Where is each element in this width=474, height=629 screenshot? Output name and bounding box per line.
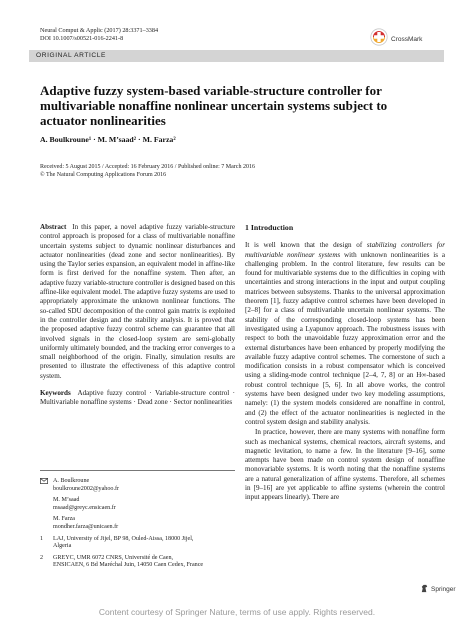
article-type: ORIGINAL ARTICLE [36, 52, 107, 59]
author-name: M. M’saad [53, 497, 80, 504]
springer-logo [420, 584, 456, 595]
affiliation-line: ENSICAEN, 6 Bd Maréchal Juin, 14050 Caen Cedex, France [53, 562, 204, 569]
paper-title: Adaptive fuzzy system-based variable-structure controller for multivariable nonaffine nonlinear uncertain systems subject to actuator nonlinearities [40, 83, 388, 128]
emphasis-text: stabilizing controllers for multivariable nonlinear systems [245, 241, 445, 259]
springer-horse-icon [420, 584, 429, 595]
section-heading: 1 Introduction [245, 223, 294, 232]
abstract-text: In this paper, a novel adaptive fuzzy variable-structure control approach is proposed for a class of multivariable nonaffine uncertain systems subject to dynamic nonlinear disturbances and actuator nonlinearities (dead zone and sector nonlinearities). By using the Taylor series expansion, an equivalent model in affine-like form is first derived for the nonaffine system. Then after, an adaptive fuzzy variable-structure controller is designed based on this affine-like equivalent model. The adaptive fuzzy systems are used to appropriately approximate the unknown nonlinear functions. The so-called SDU decomposition of the control gain matrix is exploited in the controller design and the stability analysis. It is proved that the proposed adaptive fuzzy control scheme can guarantee that all involved signals in the closed-loop system are semi-globally uniformly ultimately bounded, and the tracking error converges to a small neighborhood of the origin. Finally, simulation results are presented to illustrate the effectiveness of this adaptive control system. [40, 223, 236, 380]
affiliation-2 [40, 555, 235, 570]
affiliation-mark: 2 [40, 554, 44, 561]
copyright-line: © The Natural Computing Applications Forum 2016 [40, 172, 167, 178]
author-contact-1 [40, 478, 235, 493]
abstract [40, 223, 235, 381]
intro-paragraph-1: It is well known that the design of stabilizing controllers for multivariable nonlinear systems with unknown nonlinearities is a challenging problem. In the control literature, few results can be found for multivariable systems due to the difficulties in coping with uncertainties and strong interactions in the input and output coupling matrices between subsystems. Thanks to the universal approximation theorem [1], fuzzy adaptive control schemes have been developed in [2–8] for a class of multivariable uncertain nonlinear systems. The stability of the corresponding closed-loop systems has been investigated using a Lyapunov approach. The robustness issues with respect to both the unavoidable fuzzy approximation error and the external disturbances have been enhanced by properly modifying the available fuzzy adaptive control schemes. The cornerstone of such a modification consists in a robust compensator which is conceived using a sliding-mode control technique [2–4, 7, 8] or an H∞-based robust control technique [5, 6]. In all above works, the control systems have been designed under two key modeling assumptions, namely: (1) the system models considered are nonaffine in control, and (2) the effect of the actuator nonlinearities is neglected in the control system design and stability analysis. [245, 241, 446, 426]
journal-line: Neural Comput & Applic (2017) 28:3371–3384 [40, 27, 159, 34]
keywords [40, 389, 235, 408]
author-email[interactable]: boulkroune2002@yahoo.fr [53, 485, 120, 492]
journal-citation [40, 27, 158, 43]
author-name: A. Boulkroune [53, 478, 90, 484]
author-name: M. Farza [53, 516, 75, 523]
springer-label: Springer [431, 586, 456, 593]
crossmark-label: CrossMark [391, 36, 423, 43]
author-list: A. Boulkroune¹ · M. M’saad² · M. Farza² [40, 135, 176, 144]
affiliation-mark: 1 [40, 535, 44, 542]
abstract-column [40, 223, 235, 408]
keywords-heading: Keywords [40, 389, 71, 398]
intro-paragraph-2: In practice, however, there are many systems with nonaffine form such as mechanical systems, chemical reactors, aircraft systems, and magnetic levitation, to name a few. In the literature [9–16], some attempts have been made on control system design of nonaffine monovariable systems. It is worth noting that the nonaffine systems are a natural generalization of affine systems. Therefore, all schemes in [9–16] are yet applicable to affine systems (wherein the control input appears linearly). There are [245, 428, 445, 502]
publication-dates [40, 163, 255, 179]
crossmark-icon [370, 28, 388, 51]
introduction-column [245, 223, 445, 503]
abstract-heading: Abstract [40, 223, 67, 231]
keywords-text: Adaptive fuzzy control · Variable-structure control · Multivariable nonaffine systems · Dead zone · Sector nonlinearities [40, 389, 236, 407]
author-contact-2 [40, 497, 235, 512]
author-contact-3 [40, 516, 235, 531]
crossmark-badge[interactable] [370, 28, 422, 51]
dates-line: Received: 5 August 2015 / Accepted: 16 February 2016 / Published online: 7 March 2016 [40, 164, 255, 170]
author-email[interactable]: mondher.farza@unicaen.fr [53, 523, 119, 530]
affiliation-line: LAJ, University of Jijel, BP 98, Ouled-Aissa, 18000 Jijel, [53, 535, 194, 542]
affiliation-1 [40, 536, 235, 551]
author-email[interactable]: msaad@greyc.ensicaen.fr [53, 504, 116, 511]
affiliation-line: GREYC, UMR 6072 CNRS, Université de Caen, [53, 554, 174, 561]
doi-line: DOI 10.1007/s00521-016-2241-8 [40, 35, 124, 42]
footer-notice: Content courtesy of Springer Nature, terms of use apply. Rights reserved. [98, 607, 376, 617]
affiliations [40, 470, 235, 574]
envelope-icon [40, 478, 48, 493]
affiliation-line: Algeria [53, 543, 72, 550]
